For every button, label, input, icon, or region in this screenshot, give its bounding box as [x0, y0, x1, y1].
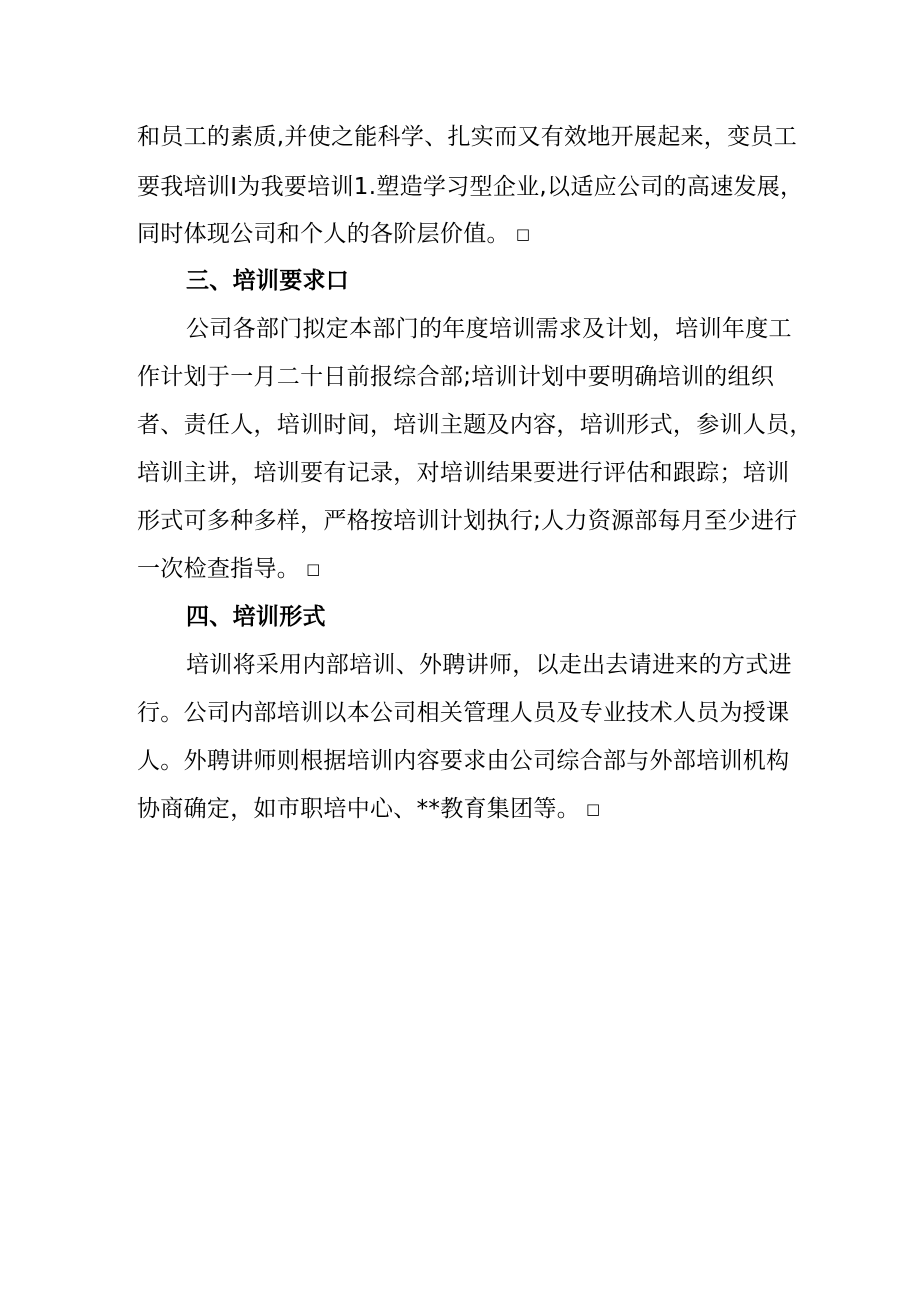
section-3-line-6 — [137, 552, 321, 586]
paragraph-end-mark: □ — [586, 800, 601, 818]
intro-line-2: 要我培训I为我要培训1.塑造学习型企业,以适应公司的高速发展， — [137, 174, 804, 200]
intro-line-3-text: 同时体现公司和个人的各阶层价值。 — [137, 221, 510, 247]
intro-line-1: 和员工的素质,并使之能科学、扎实而又有效地开展起来，变员工 — [137, 124, 798, 150]
section-3-line-5: 形式可多种多样，严格按培训计划执行;人力资源部每月至少进行 — [137, 508, 798, 534]
section-4-heading: 四、培训形式 — [186, 604, 326, 630]
paragraph-end-mark: □ — [515, 225, 531, 243]
section-3-line-2: 作计划于一月二十日前报综合部;培训计划中要明确培训的组织 — [137, 364, 775, 390]
section-4-line-4 — [137, 792, 600, 826]
section-4-line-3: 人。外聘讲师则根据培训内容要求由公司综合部与外部培训机构 — [137, 748, 790, 774]
section-3-heading: 三、培训要求口 — [186, 268, 350, 294]
section-4-line-2: 行。公司内部培训以本公司相关管理人员及专业技术人员为授课 — [137, 700, 790, 726]
section-3-line-4: 培训主讲，培训要有记录，对培训结果要进行评估和跟踪；培训 — [137, 460, 790, 486]
section-4-line-1: 培训将采用内部培训、外聘讲师，以走出去请进来的方式进 — [186, 652, 792, 678]
section-3-line-1: 公司各部门拟定本部门的年度培训需求及计划，培训年度工 — [186, 316, 792, 342]
section-3-line-6-text: 一次检查指导。 — [137, 556, 301, 582]
section-3-line-3: 者、责任人，培训时间，培训主题及内容，培训形式，参训人员， — [137, 412, 813, 438]
intro-line-3 — [137, 217, 530, 251]
section-4-line-4-text: 协商确定，如市职培中心、**教育集团等。 — [137, 796, 580, 822]
paragraph-end-mark: □ — [306, 560, 321, 578]
